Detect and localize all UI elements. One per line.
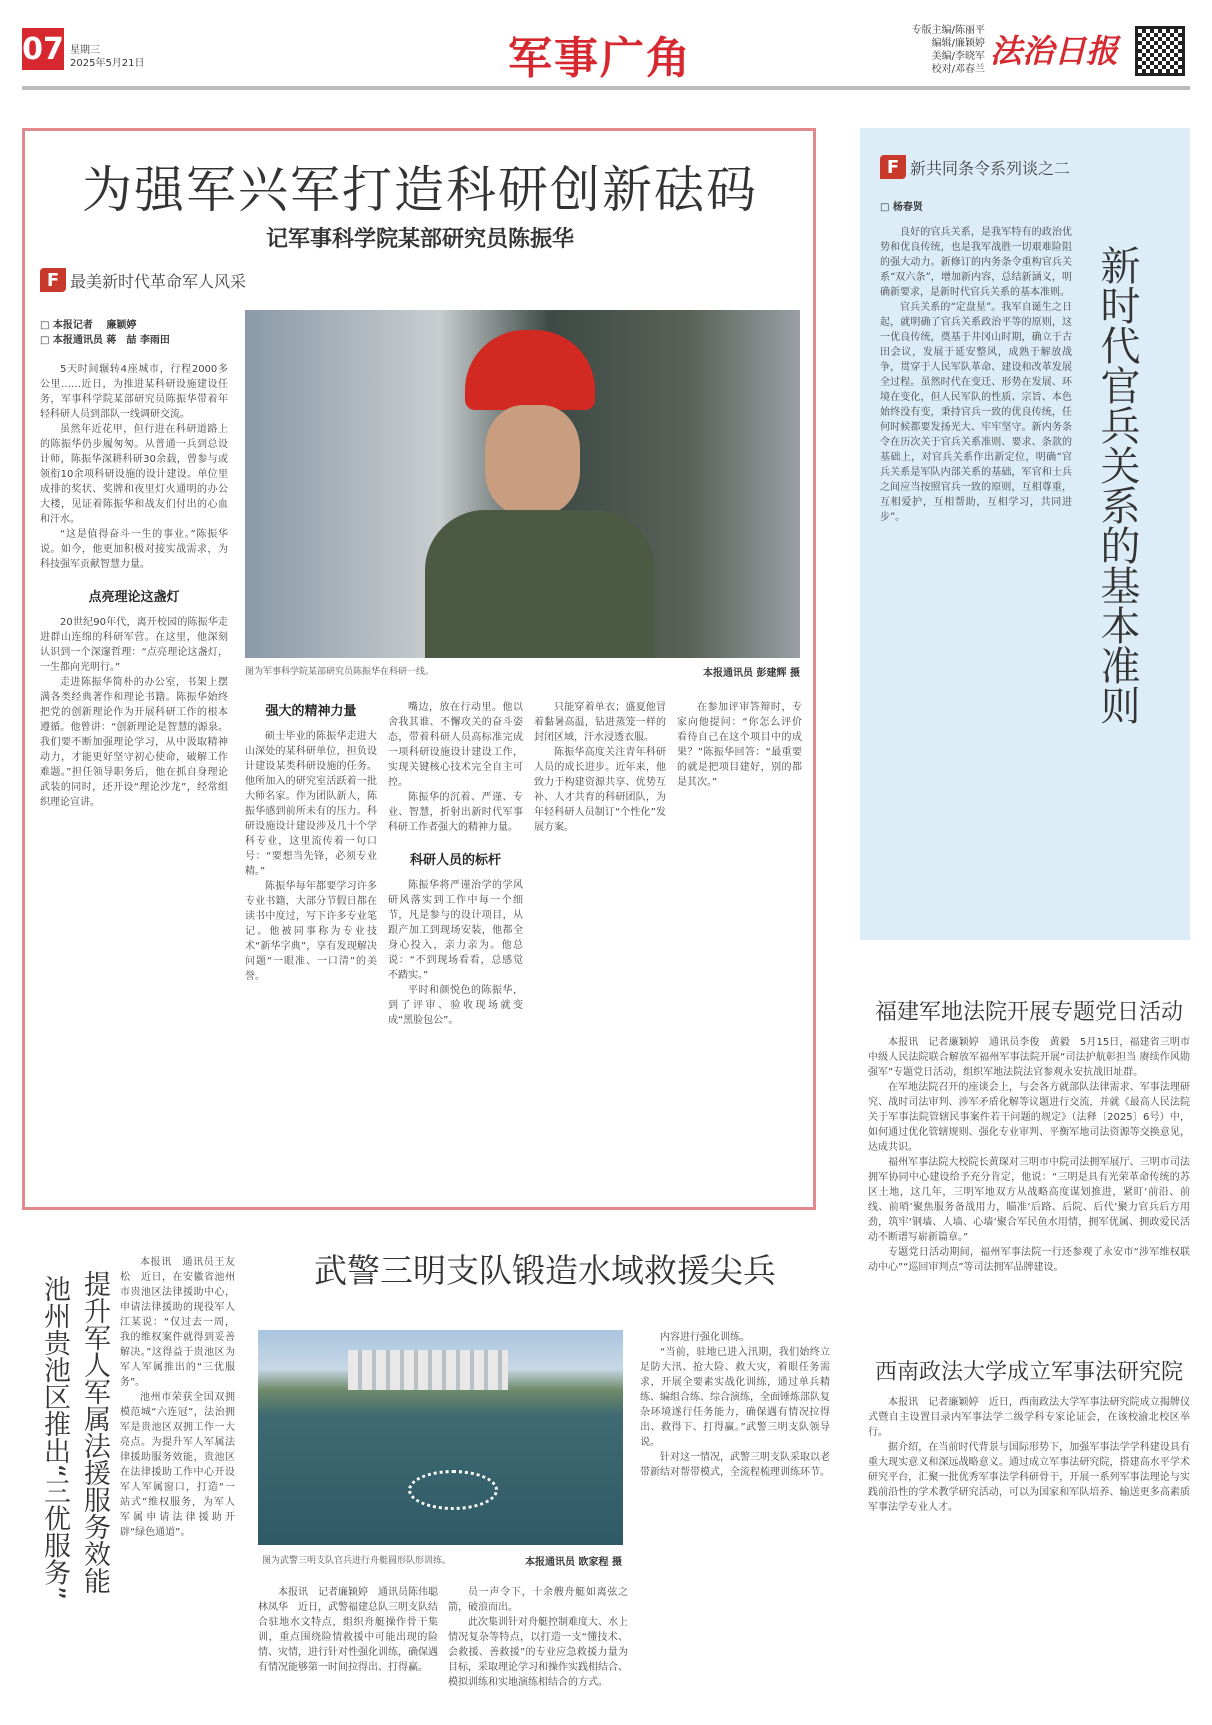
commentary-rubric — [880, 155, 1070, 179]
rubric-logo-icon: F — [880, 155, 906, 179]
paragraph: 针对这一情况，武警三明支队采取以老带新结对帮带模式，全流程梳理训练环节。 — [640, 1452, 830, 1478]
chizhou-body — [120, 1255, 235, 1720]
credit: 美编/李晓军 — [931, 51, 985, 62]
main-column-5 — [677, 700, 802, 1195]
paragraph: 福州军事法院大校院长黄琛对三明市中院司法拥军展厅、三明市司法拥军协同中心建设给予充分肯定，他说：“三明是具有光荣革命传统的苏区土地，这几年，三明军地双方从战略高度谋划推进，紧盯‘前沿、前线、前哨’聚焦服务备战用力，瞄准‘后路、后院、后代’聚力官兵后方用劲，筑牢‘钢墙、人墙、心墙’聚合军民鱼水用情，拥军优属、拥政爱民活动不断谱写崭新篇章。” — [868, 1157, 1190, 1243]
paragraph: 内容进行强化训练。 — [660, 1332, 750, 1343]
paragraph: 虽然年近花甲，但行进在科研道路上的陈振华仍步履匆匆。从普通一兵到总设计师，陈振华深耕科研30余载，曾参与或领衔10余项科研设施的设计建设。单位里成排的奖状、奖牌和夜里灯火通明的办公大楼，见证着陈振华和战友们付出的心血和汗水。 — [40, 424, 228, 525]
rubric-logo-icon: F — [40, 268, 66, 292]
section-heading: 科研人员的标杆 — [409, 853, 501, 868]
paragraph: 只能穿着单衣；盛夏他冒着黏暑高温，钻进蒸笼一样的封闭区域，汗水浸透衣服。 — [534, 702, 666, 743]
commentary-title: 新时代官兵关系的基本准则 — [1094, 245, 1140, 725]
wujing-headline: 武警三明支队锻造水域救援尖兵 — [314, 1251, 776, 1290]
swupl-body — [868, 1395, 1190, 1720]
chizhou-headline-line2: 池州贵池区推出“三优服务” — [39, 1275, 70, 1600]
rubric-label: 最美新时代革命军人风采 — [70, 271, 247, 291]
paragraph: 良好的官兵关系，是我军特有的政治优势和优良传统，也是我军战胜一切艰难险阻的强大动力。新修订的内务条令重构官兵关系“双六条”，增加新内容，总结新涵义，明确新要求，是新时代官兵关系的基本准则。 — [880, 227, 1072, 298]
paragraph: 陈振华的沉着、严谨、专业、智慧，折射出新时代军事科研工作者强大的精神力量。 — [388, 792, 523, 833]
main-subhead: 记军事科学院某部研究员陈振华 — [265, 227, 574, 252]
paragraph: 嘴边，放在行动里。他以舍我其谁、不懈攻关的奋斗姿态，带着科研人员高标准完成一项科研设施设计建设工作，实现关键核心技术完全自主可控。 — [388, 702, 523, 788]
paragraph: 官兵关系的“定盘星”。我军自诞生之日起，就明确了官兵关系政治平等的原则，这一优良传统，奠基于井冈山时期，确立于古田会议，发展于延安整风，成熟于解放战争，贯穿于人民军队革命、建设和改革发展全过程。虽然时代在变迁、形势在发展、环境在变化，但人民军队的性质、宗旨、本色始终没有变，秉持官兵一致的优良传统，任何时候都要发扬光大、牢牢坚守。新内务条令在历次关于官兵关系准则、要求、条款的基础上，对官兵关系作出新定位，明确“官兵关系是军队内部关系的基础，军官和士兵之间应当按照官兵一致的原则，互相尊重，互相爱护，互相帮助，互相学习，共同进步”。 — [880, 302, 1072, 523]
photo-caption: 图为军事科学院某部研究员陈振华在科研一线。 — [245, 667, 435, 677]
header-divider — [22, 86, 1190, 90]
section-title: 军事广角 — [508, 33, 692, 84]
paragraph: 此次集训针对舟艇控制难度大、水上情况复杂等特点，以打造一支“懂技术、会救援、善救援”的专业应急救援力量为目标，采取理论学习和操作实践相结合、模拟训练和实地演练相结合的方式。 — [448, 1617, 628, 1688]
wujing-body-right — [640, 1330, 830, 1720]
wujing-photo-credit: 本报通讯员 欧家程 摄 — [525, 1557, 622, 1568]
boats — [408, 1470, 498, 1510]
credit: 编辑/廉颖婷 — [931, 38, 985, 49]
newspaper-logo: 法治日报 — [990, 32, 1119, 70]
paragraph: 陈振华每年都要学习许多专业书籍，大部分节假日都在读书中度过，写下许多专业笔记。他被同事称为专业技术“新华字典”，享有发现解决问题“一眼准、一口清”的美誉。 — [245, 881, 377, 982]
paragraph: 陈振华将严谨治学的学风研风落实到工作中每一个细节，凡是参与的设计项目，从跟产加工到现场安装，他都全身心投入，亲力亲为。他总说：“不到现场看看，总感觉不踏实。” — [388, 880, 523, 981]
paragraph: 本报讯 记者廉颖婷 通讯员李俊 黄毅 5月15日，福建省三明市中级人民法院联合解放军福州军事法院开展“司法护航彰担当 赓续作风勋强军”专题党日活动，组织军地法院法官参观永安抗战旧址群。 — [868, 1037, 1190, 1078]
photo-credit: 本报通讯员 彭建辉 摄 — [703, 668, 800, 679]
main-left-column — [40, 318, 228, 1198]
column-rubric — [40, 268, 246, 292]
paragraph: 在参加评审答辩时，专家向他提问：“你怎么评价看待自己在这个项目中的成果？”陈振华回答：“最重要的就是把项目建好，别的都是其次。” — [677, 702, 802, 788]
paragraph: “当前，驻地已进入汛期，我们始终立足防大汛、抢大险、救大灾，着眼任务需求，开展全要素实战化训练，通过单兵精练、编组合练、综合演练，全面锤炼部队复杂环境遂行任务能力，确保遇有情况拉得出、救得下、打得赢。”武警三明支队领导说。 — [640, 1347, 830, 1448]
paragraph: 池州市荣获全国双拥模范城“六连冠”，法治拥军是贵池区双拥工作一大亮点。为提升军人军属法律援助服务效能，贵池区在法律援助工作中心开设军人军属窗口，打造“一站式”维权服务，为军人军属申请法律援助开辟“绿色通道”。 — [120, 1392, 235, 1538]
paragraph: 走进陈振华简朴的办公室，书架上摆满各类经典著作和理论书籍。陈振华始终把党的创新理论作为开展科研工作的根本遵循。他曾讲：“创新理论是智慧的源泉。我们要不断加强理论学习，从中汲取精神动力，才能更好坚守初心使命，破解工作难题。”担任领导职务后，他在抓自身理论武装的同时，还开设“理论沙龙”，经常组织理论宣讲。 — [40, 677, 228, 808]
paragraph: 本报讯 记者廉颖婷 通讯员陈伟聪 林凤华 近日，武警福建总队三明支队结合驻地水文特点，组织舟艇操作骨干集训，重点围绕险情救援中可能出现的险情、灾情，进行针对性强化训练，确保遇有情况能够第一时间拉得出、打得赢。 — [258, 1587, 448, 1673]
red-hard-hat — [465, 330, 595, 410]
wujing-photo — [258, 1330, 623, 1545]
wujing-body-mid — [448, 1585, 628, 1720]
byline: □ 本报通讯员 蒋 喆 李雨田 — [40, 335, 170, 346]
issue-date — [70, 44, 145, 70]
weekday: 星期三 — [70, 45, 100, 56]
face — [485, 405, 580, 515]
paragraph: “这是值得奋斗一生的事业。”陈振华说。如今，他更加积极对接实战需求，为科技强军贡献智慧力量。 — [40, 529, 228, 570]
swupl-headline: 西南政法大学成立军事法研究院 — [874, 1360, 1183, 1385]
wujing-photo-caption: 图为武警三明支队官兵进行舟艇圆形队形训练。 — [262, 1556, 452, 1566]
fujian-body — [868, 1035, 1190, 1275]
paragraph: 5天时间辗转4座城市，行程2000多公里……近日，为推进某科研设施建设任务，军事科学院某部研究员陈振华带着年轻科研人员到部队一线调研交流。 — [40, 364, 228, 420]
editor-credits — [885, 24, 985, 76]
rubric-label: 新共同条令系列谈之二 — [910, 158, 1071, 178]
paragraph: 硕士毕业的陈振华走进大山深处的某科研单位，担负设计建设某类科研设施的任务。他所加入的研究室活跃着一批大师名家。作为团队新人，陈振华感到前所未有的压力。科研设施设计建设涉及几十个学科专业，这里流传着一句口号：“要想当先锋，必须专业精。” — [245, 731, 377, 877]
city-buildings — [348, 1350, 508, 1390]
paragraph: 陈振华高度关注青年科研人员的成长进步。近年来，他致力于构建资源共享、优势互补、人才共育的科研团队，为年轻科研人员制订“个性化”发展方案。 — [534, 747, 666, 833]
paragraph: 据介绍，在当前时代背景与国际形势下，加强军事法学学科建设具有重大现实意义和深远战略意义。通过成立军事法研究院，搭建高水平学术研究平台，汇聚一批优秀军事法学科研骨干，开展一系列军事法理论与实践前沿性的学术教学研究活动，可以为国家和军队培养、输送更多高素质军事法学专业人才。 — [868, 1442, 1190, 1513]
commentary-author: □ 杨春贤 — [880, 202, 923, 213]
paragraph: 平时和颜悦色的陈振华，到了评审、验收现场就变成“黑脸包公”。 — [388, 985, 523, 1026]
paragraph: 本报讯 通讯员王友松 近日，在安徽省池州市贵池区法律援助中心，申请法律援助的现役军人江某说：“仅过去一周，我的维权案件就得到妥善解决。”这得益于贵池区为军人军属推出的“三优服务”。 — [120, 1257, 235, 1388]
section-heading: 点亮理论这盏灯 — [88, 590, 180, 605]
date: 2025年5月21日 — [70, 58, 145, 69]
main-photo — [245, 310, 800, 658]
paragraph: 在军地法院召开的座谈会上，与会各方就部队法律需求、军事法理研究、战时司法审判、涉军矛盾化解等议题进行交流，并就《最高人民法院关于军事法院管辖民事案件若干问题的规定》（法释〔2025〕6号）中，如何通过优化管辖规则、强化专业审判、平衡军地司法资源等交换意见，达成共识。 — [868, 1082, 1190, 1153]
chizhou-headline-line1: 提升军人军属法援服务效能 — [79, 1270, 110, 1594]
uniform — [425, 510, 655, 658]
main-column-3 — [388, 700, 523, 1195]
paragraph: 专题党日活动期间，福州军事法院一行还参观了永安市“涉军维权联动中心”“巡回审判点”等司法拥军品牌建设。 — [868, 1247, 1190, 1273]
fujian-headline: 福建军地法院开展专题党日活动 — [874, 1000, 1183, 1025]
main-headline: 为强军兴军打造科研创新砝码 — [82, 161, 758, 219]
paragraph: 20世纪90年代，离开校园的陈振华走进群山连绵的科研军营。在这里，他深刻认识到一个深邃哲理：“点亮理论这盏灯，一生都向光明行。” — [40, 617, 228, 673]
main-column-2 — [245, 700, 377, 1195]
commentary-body — [880, 225, 1072, 930]
credit: 专版主编/陈丽平 — [911, 25, 985, 36]
section-heading: 强大的精神力量 — [265, 704, 357, 719]
qr-code-icon[interactable] — [1135, 26, 1185, 76]
paragraph: 员一声令下，十余艘舟艇如离弦之箭，破浪而出。 — [448, 1587, 628, 1613]
paragraph: 本报讯 记者廉颖婷 近日，西南政法大学军事法研究院成立揭牌仪式暨自主设置目录内军事法学二级学科专家论证会，在该校渝北校区举行。 — [868, 1397, 1190, 1438]
main-column-4 — [534, 700, 666, 1195]
byline: □ 本报记者 廉颖婷 — [40, 320, 137, 331]
page-number-badge: 07 — [22, 28, 64, 70]
credit: 校对/邓春兰 — [931, 64, 985, 75]
wujing-body-left — [258, 1585, 448, 1720]
